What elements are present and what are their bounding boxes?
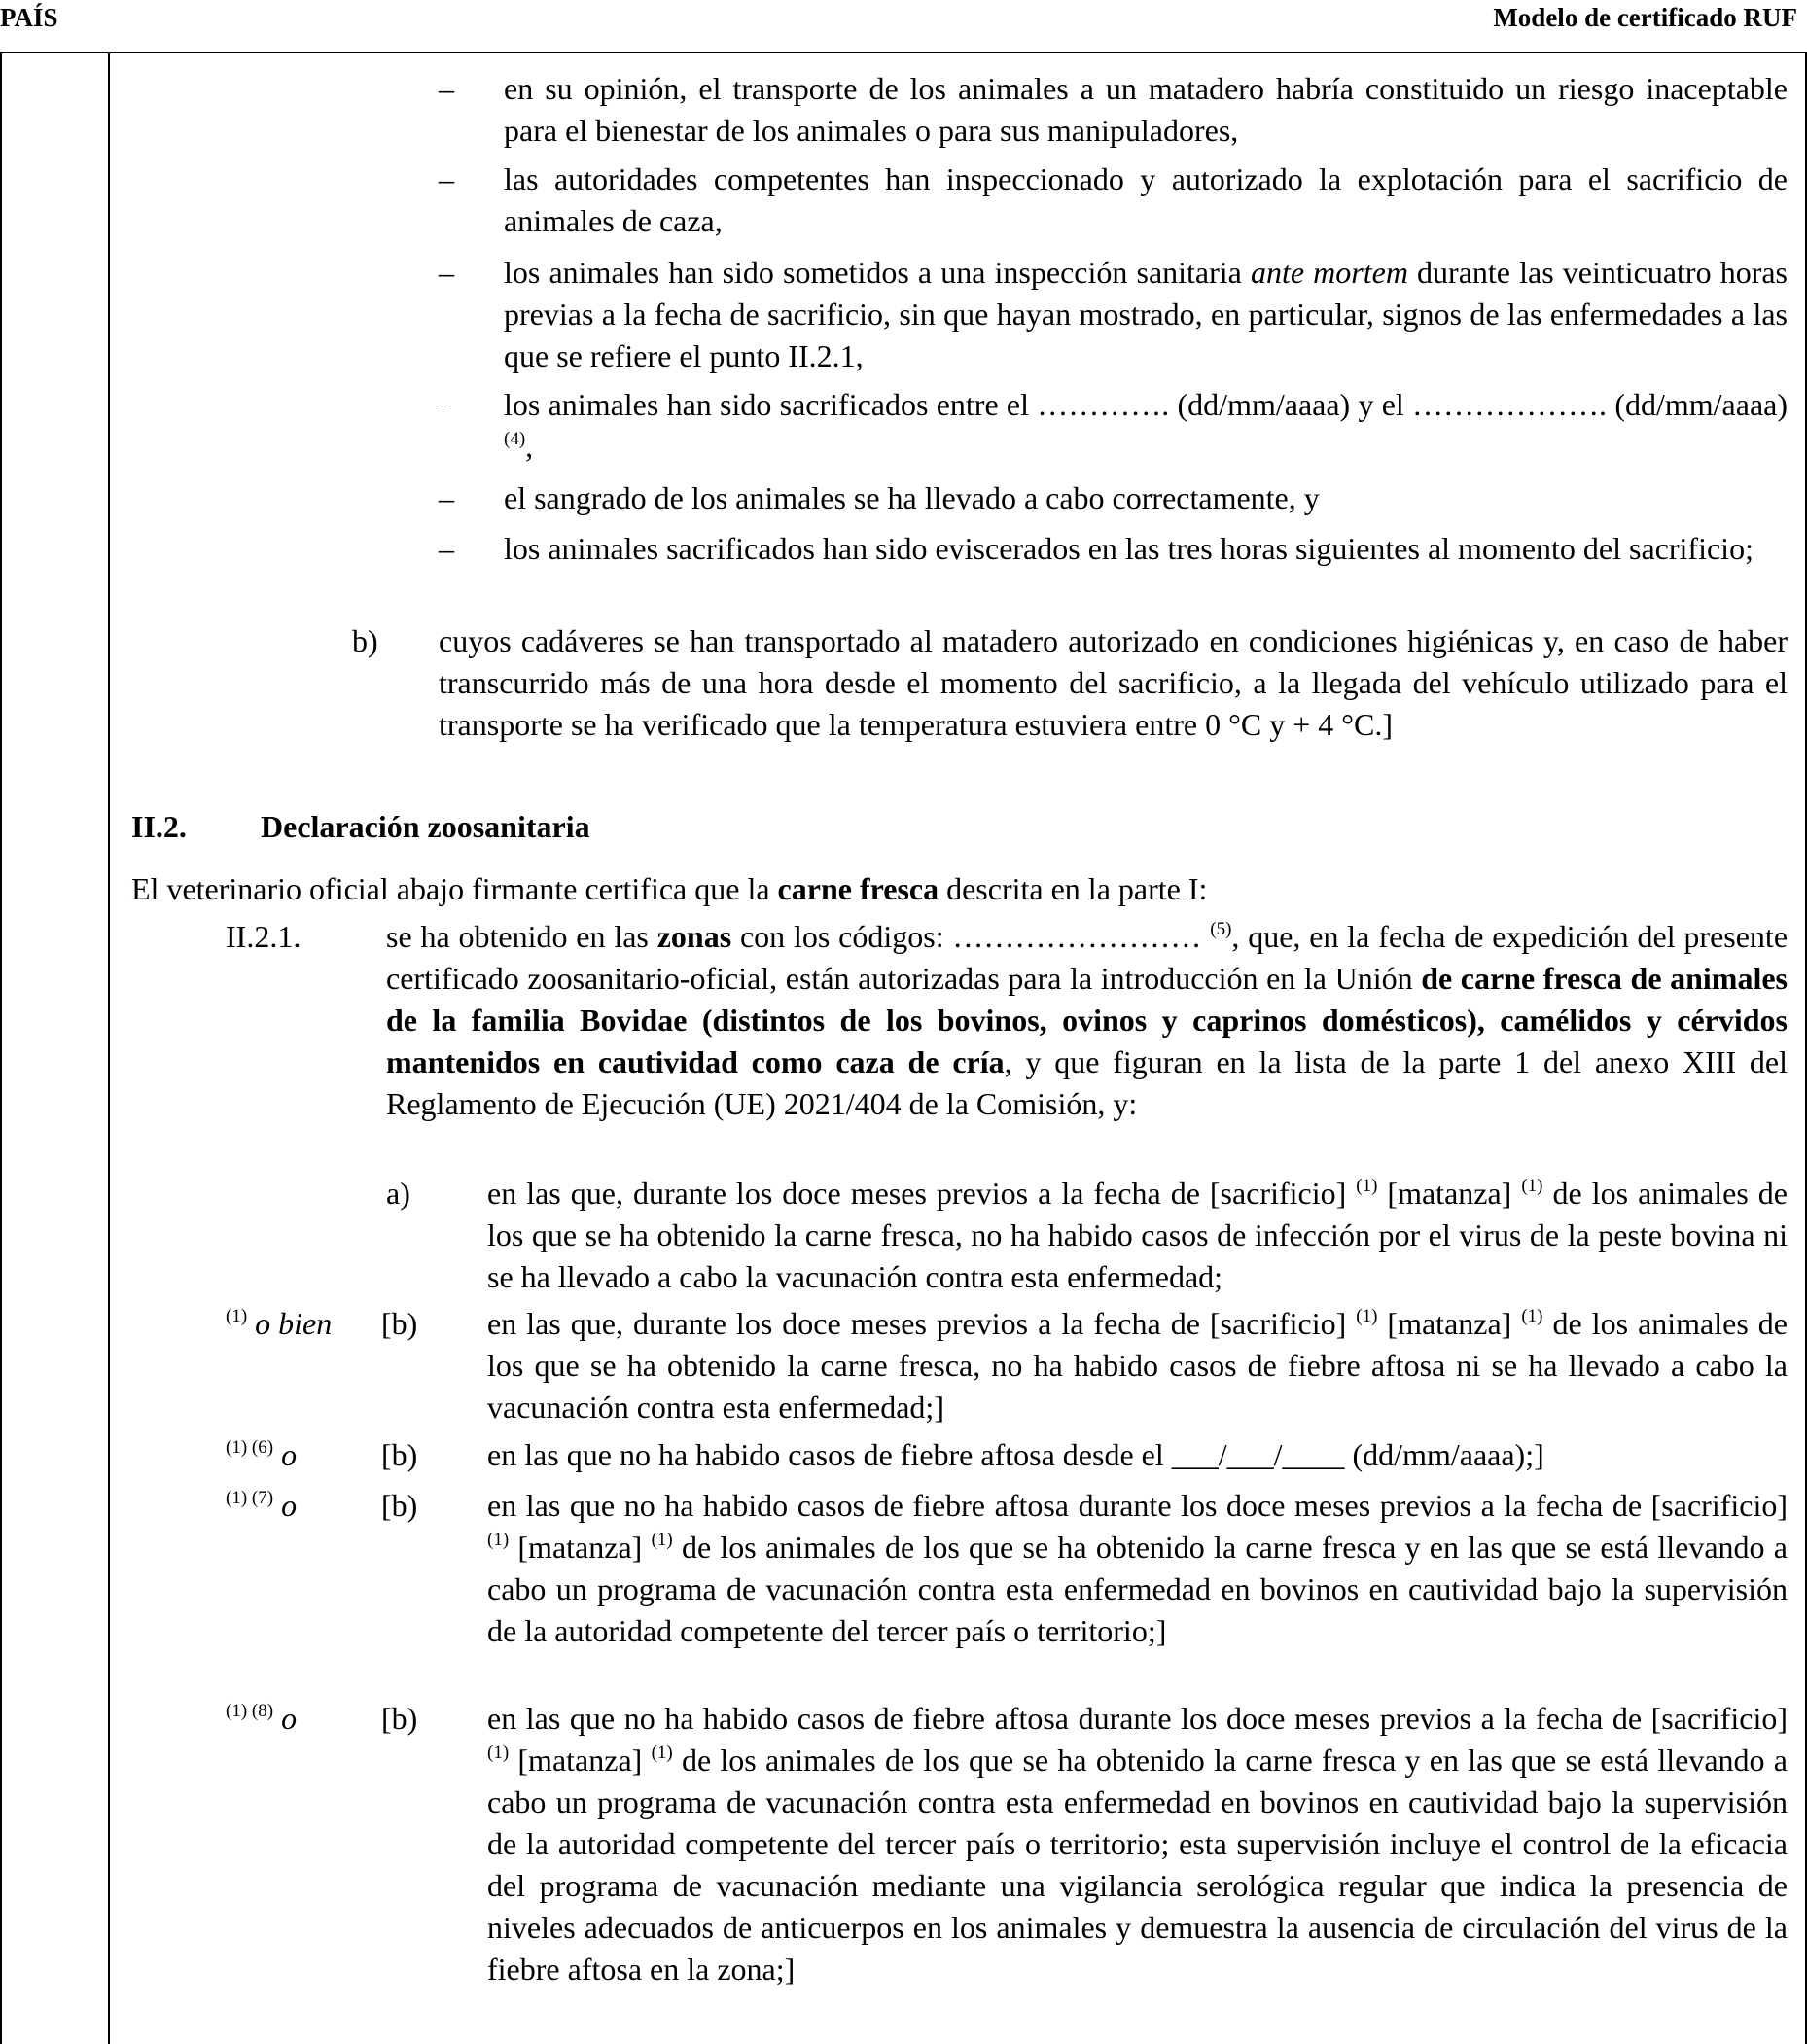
option-marker: $^{(1) (8)}$ o [226, 1701, 298, 1736]
sub-item-label: [b) [381, 1437, 418, 1472]
section-number: II.2. [131, 809, 187, 844]
dash-bullet: – [439, 255, 454, 290]
intro-paragraph: El veterinario oficial abajo firmante certifica que la carne fresca descrita en la parte I: [131, 871, 1208, 906]
sub-item-text: en las que no ha habido casos de fiebre aftosa durante los doce meses previos a la fecha de [sacrificio] $^{(1)}$ [matanza] $^{(1)}$ de los animales de los que se ha obtenido la carne fresca y en las que se está llevando a cabo un programa de vacunación contra esta enfermedad en bovinos en cautividad bajo la supervisión de la autoridad competente del tercer país o territorio; esta supervisión incluye el control de la eficacia del programa de vacunación mediante una vigilancia serológica regular que indica la presencia de niveles adecuados de anticuerpos en los animales y demuestra la ausencia de circulación del virus de la fiebre aftosa en la zona;] [487, 1701, 1789, 1987]
dash-item: el sangrado de los animales se ha llevado a cabo correctamente, y [504, 480, 1320, 515]
item-b-text: cuyos cadáveres se han transportado al matadero autorizado en condiciones higiénicas y, en caso de haber transcurrido más de una hora desde el momento del sacrificio, a la llegada del vehículo utilizado para el transporte se ha verificado que la temperatura estuviera entre 0 °C y + 4 °C.] [439, 623, 1788, 742]
dash-bullet: – [439, 161, 454, 196]
sub-item-text: en las que, durante los doce meses previos a la fecha de [sacrificio] $^{(1)}$ [matanza] $^{(1)}$ de los animales de los que se ha obtenido la carne fresca, no ha habido casos de infección por el virus de la peste bovina ni se ha llevado a cabo la vacunación contra esta enfermedad; [487, 1176, 1789, 1294]
dash-item: los animales han sido sacrificados entre el …………. (dd/mm/aaaa) y el ………………. (dd/mm/aaaa) $^{(4)}$, [504, 387, 1788, 464]
dash-item: en su opinión, el transporte de los animales a un matadero habría constituido un riesgo inaceptable para el bienestar de los animales o para sus manipuladores, [504, 71, 1788, 148]
sub-item-text: en las que no ha habido casos de fiebre aftosa desde el ___/___/____ (dd/mm/aaaa);] [487, 1437, 1544, 1472]
sub-item-label: [b) [381, 1701, 418, 1736]
clause-2-2-1-text: se ha obtenido en las zonas con los códigos: …………………… $^{(5)}$, que, en la fecha de expedición del presente certificado zoosanitario-oficial, están autorizadas para la introducción en la Unión de carne fresca de animales de la familia Bovidae (distintos de los bovinos, ovinos y caprinos domésticos), camélidos y cérvidos mantenidos en cautividad como caza de cría, y que figuran en la lista de la parte 1 del anexo XIII del Reglamento de Ejecución (UE) 2021/404 de la Comisión, y: [386, 919, 1789, 1121]
header-country: PAÍS [0, 3, 58, 32]
dash-bullet: – [439, 71, 454, 106]
item-b-label: b) [352, 623, 378, 658]
sub-item-label: [b) [381, 1306, 418, 1341]
option-marker: $^{(1)}$ o bien [226, 1306, 333, 1341]
sub-item-text: en las que no ha habido casos de fiebre aftosa durante los doce meses previos a la fecha de [sacrificio] $^{(1)}$ [matanza] $^{(1)}$ de los animales de los que se ha obtenido la carne fresca y en las que se está llevando a cabo un programa de vacunación contra esta enfermedad en bovinos en cautividad bajo la supervisión de la autoridad competente del tercer país o territorio;] [487, 1488, 1789, 1648]
dash-bullet: – [439, 480, 454, 515]
sub-item-label: [b) [381, 1488, 418, 1523]
sub-item-text: en las que, durante los doce meses previos a la fecha de [sacrificio] $^{(1)}$ [matanza] $^{(1)}$ de los animales de los que se ha obtenido la carne fresca, no ha habido casos de fiebre aftosa ni se ha llevado a cabo la vacunación contra esta enfermedad;] [487, 1306, 1789, 1425]
section-title: Declaración zoosanitaria [261, 809, 590, 844]
dash-bullet: – [439, 393, 448, 414]
header-model-title: Modelo de certificado RUF [1493, 3, 1797, 32]
dash-bullet: – [439, 531, 454, 566]
option-marker: $^{(1) (6)}$ o [226, 1437, 298, 1472]
dash-item: los animales han sido sometidos a una inspección sanitaria ante mortem durante las veinticuatro horas previas a la fecha de sacrificio, sin que hayan mostrado, en particular, signos de las enfermedades a las que se refiere el punto II.2.1, [504, 255, 1789, 373]
option-marker: $^{(1) (7)}$ o [226, 1488, 298, 1523]
dash-item: las autoridades competentes han inspeccionado y autorizado la explotación para el sacrificio de animales de caza, [504, 161, 1788, 238]
dash-item: los animales sacrificados han sido eviscerados en las tres horas siguientes al momento del sacrificio; [504, 531, 1754, 566]
clause-number: II.2.1. [226, 919, 301, 954]
sub-item-label: a) [386, 1176, 410, 1211]
